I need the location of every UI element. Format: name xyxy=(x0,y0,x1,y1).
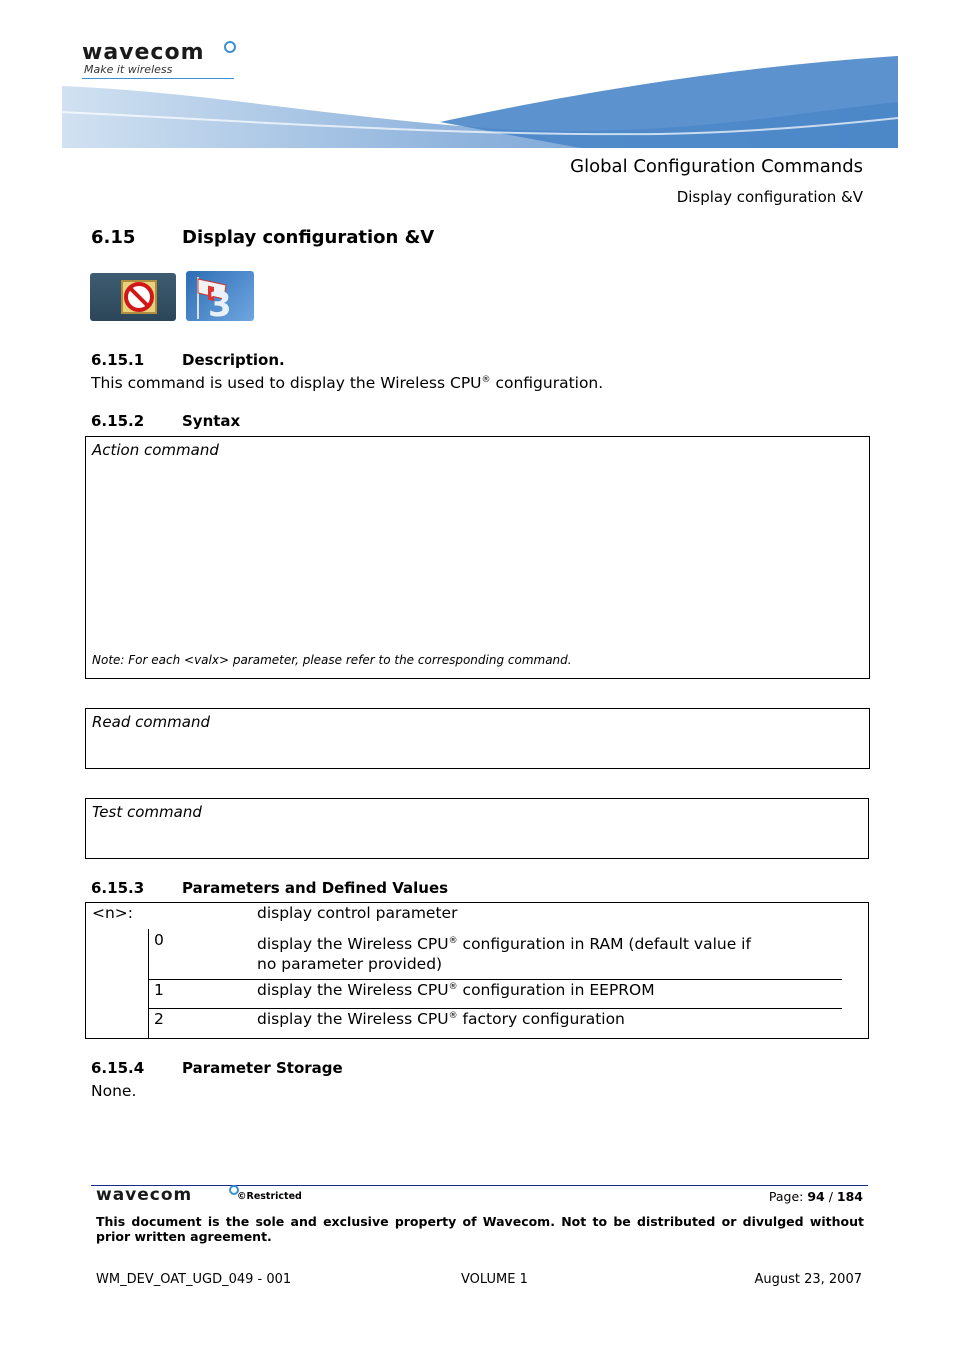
page-total: 184 xyxy=(836,1189,863,1204)
page-label: Page: xyxy=(768,1189,808,1204)
param-value-description xyxy=(257,1010,625,1028)
footer-volume: VOLUME 1 xyxy=(461,1272,528,1287)
param-name-description: display control parameter xyxy=(257,904,458,922)
storage-text: None. xyxy=(91,1082,137,1100)
description-heading-title: Description. xyxy=(182,351,285,369)
header-wave-banner xyxy=(60,52,900,152)
table-row xyxy=(149,980,842,1009)
param-value: 1 xyxy=(154,981,164,999)
table-row xyxy=(149,930,842,980)
read-command-label: Read command xyxy=(92,713,211,731)
logo-tagline: Make it wireless xyxy=(84,63,173,76)
page-number xyxy=(769,1189,863,1204)
action-command-box xyxy=(85,436,870,679)
footer-date: August 23, 2007 xyxy=(754,1272,862,1287)
page-separator: / xyxy=(824,1189,837,1204)
registered-mark: ® xyxy=(448,981,458,992)
value-desc-text-end: configuration in EEPROM xyxy=(457,981,655,999)
section-title: Display configuration &V xyxy=(182,227,435,248)
test-command-box xyxy=(85,798,869,859)
params-heading-number: 6.15.3 xyxy=(91,879,145,897)
param-value: 2 xyxy=(154,1010,164,1028)
action-command-label: Action command xyxy=(92,441,219,459)
value-desc-text: display the Wireless CPU xyxy=(257,935,449,954)
param-name: <n>: xyxy=(92,904,134,922)
table-row xyxy=(149,1009,842,1037)
value-desc-text: display the Wireless CPU xyxy=(257,1010,449,1028)
param-value: 0 xyxy=(154,931,164,949)
params-heading-title: Parameters and Defined Values xyxy=(182,879,449,897)
header-subtitle: Display configuration &V xyxy=(676,188,863,206)
class-badge-number: 3 xyxy=(208,285,232,321)
description-text-main: This command is used to display the Wireless CPU xyxy=(91,374,482,392)
no-entry-icon xyxy=(90,273,176,321)
footer-restricted: ©Restricted xyxy=(237,1191,302,1202)
description-text-end: configuration. xyxy=(490,374,604,392)
footer-doc-ref: WM_DEV_OAT_UGD_049 - 001 xyxy=(96,1272,292,1287)
footer-notice: This document is the sole and exclusive property of Wavecom. Not to be distributed or divulged without prior written agreement. xyxy=(96,1214,864,1244)
registered-mark: ® xyxy=(481,374,491,385)
storage-heading-number: 6.15.4 xyxy=(91,1059,145,1077)
description-heading-number: 6.15.1 xyxy=(91,351,145,369)
footer-logo xyxy=(96,1185,316,1207)
pin-badge xyxy=(90,273,176,321)
test-command-label: Test command xyxy=(92,803,202,821)
footer-logo-wordmark: wavecom xyxy=(96,1185,193,1205)
parameters-table xyxy=(85,902,869,1039)
section-number: 6.15 xyxy=(91,227,136,248)
param-value-description xyxy=(257,981,655,999)
registered-mark: ® xyxy=(448,1010,458,1021)
header-title: Global Configuration Commands xyxy=(570,156,863,177)
description-text xyxy=(91,374,603,392)
value-desc-text-line2: no parameter provided) xyxy=(257,955,443,974)
syntax-heading-number: 6.15.2 xyxy=(91,412,145,430)
registered-mark: ® xyxy=(448,936,458,946)
value-desc-text-end: configuration in RAM (default value if xyxy=(457,935,751,954)
value-desc-text-end: factory configuration xyxy=(457,1010,625,1028)
value-desc-text: display the Wireless CPU xyxy=(257,981,449,999)
param-value-description xyxy=(257,931,847,974)
storage-heading-title: Parameter Storage xyxy=(182,1059,343,1077)
page-current: 94 xyxy=(807,1189,825,1204)
read-command-box xyxy=(85,708,870,769)
syntax-heading-title: Syntax xyxy=(182,412,241,430)
logo-wordmark: wavecom xyxy=(82,40,205,65)
action-command-note: Note: For each <valx> parameter, please refer to the corresponding command. xyxy=(92,653,572,667)
class-badge xyxy=(186,271,254,321)
